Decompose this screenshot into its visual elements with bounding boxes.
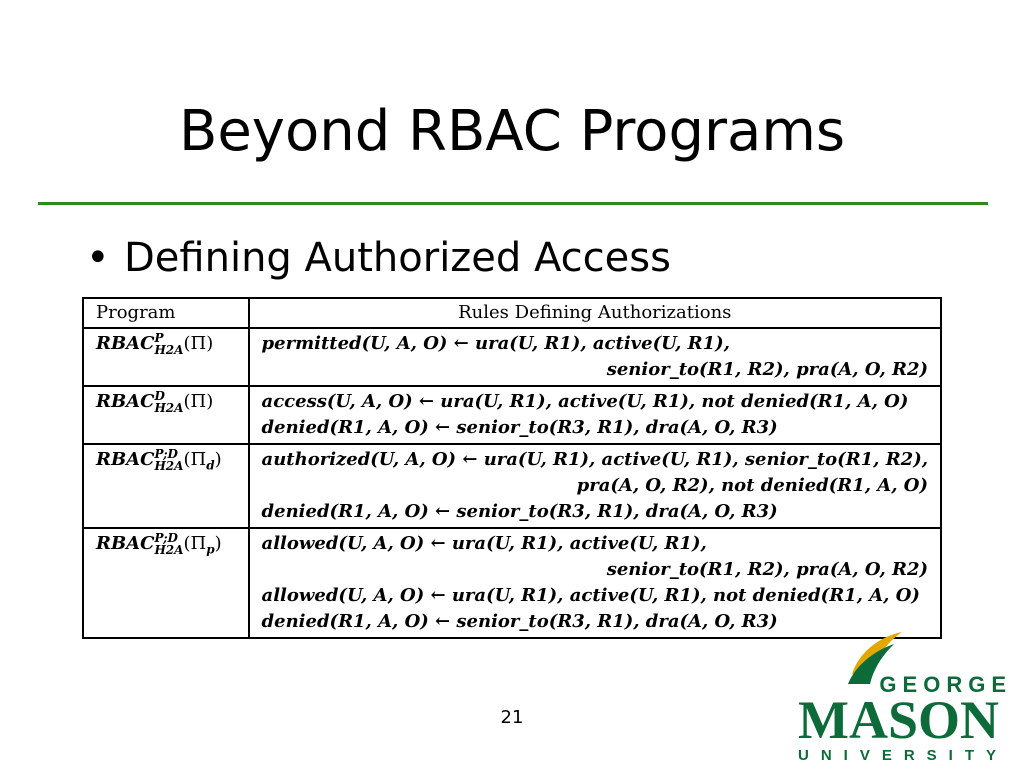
program-superscript: P xyxy=(154,331,164,345)
program-cell xyxy=(83,444,249,528)
bullet-dot-icon: • xyxy=(86,235,110,281)
rule-line: senior_to(R1, R2), pra(A, O, R2) xyxy=(606,359,928,380)
program-name: RBAC xyxy=(96,533,155,554)
bullet-text: Defining Authorized Access xyxy=(124,235,671,281)
program-subscript: H2A xyxy=(154,459,184,473)
page-number: 21 xyxy=(500,707,524,728)
program-name: RBAC xyxy=(96,333,155,354)
table-row xyxy=(83,444,941,528)
rule-line: access(U, A, O) ← ura(U, R1), active(U, R1), not denied(R1, A, O) xyxy=(261,391,909,412)
rule-line: authorized(U, A, O) ← ura(U, R1), active(U, R1), senior_to(R1, R2), xyxy=(261,449,928,470)
program-argument-subscript: d xyxy=(206,458,215,473)
program-argument: (Π xyxy=(183,533,207,554)
rule-line: denied(R1, A, O) ← senior_to(R3, R1), dra(A, O, R3) xyxy=(261,611,778,632)
program-name: RBAC xyxy=(96,449,155,470)
program-scripts xyxy=(154,532,183,556)
rules-cell xyxy=(249,386,941,444)
rules-cell xyxy=(249,328,941,386)
logo-mason-text: MASON xyxy=(798,690,999,750)
program-cell xyxy=(83,528,249,638)
table-header-row xyxy=(83,298,941,328)
bullet-item xyxy=(86,232,671,284)
program-cell xyxy=(83,386,249,444)
program-superscript: P;D xyxy=(154,531,178,545)
rules-cell xyxy=(249,528,941,638)
rule-line: permitted(U, A, O) ← ura(U, R1), active(U, R1), xyxy=(261,333,730,354)
program-subscript: H2A xyxy=(154,543,184,557)
program-cell xyxy=(83,328,249,386)
authorization-rules-table xyxy=(82,297,942,639)
program-argument: (Π) xyxy=(183,333,214,354)
program-scripts xyxy=(154,390,183,414)
program-argument: (Π) xyxy=(183,391,214,412)
rule-line: allowed(U, A, O) ← ura(U, R1), active(U, R1), not denied(R1, A, O) xyxy=(261,585,920,606)
program-argument-subscript: p xyxy=(206,542,215,557)
program-subscript: H2A xyxy=(154,401,184,415)
program-superscript: D xyxy=(154,389,165,403)
table-row xyxy=(83,528,941,638)
rule-line: denied(R1, A, O) ← senior_to(R3, R1), dra(A, O, R3) xyxy=(261,417,778,438)
table-body xyxy=(83,328,941,638)
rule-line: pra(A, O, R2), not denied(R1, A, O) xyxy=(576,475,928,496)
program-argument-close: ) xyxy=(214,449,222,470)
program-scripts xyxy=(154,448,183,472)
logo-george-text: GEORGE xyxy=(879,672,1012,697)
program-scripts xyxy=(154,332,183,356)
rule-line: denied(R1, A, O) ← senior_to(R3, R1), dra(A, O, R3) xyxy=(261,501,778,522)
program-argument: (Π xyxy=(183,449,207,470)
program-argument-close: ) xyxy=(214,533,222,554)
program-subscript: H2A xyxy=(154,343,184,357)
title-divider xyxy=(38,202,988,205)
table-row xyxy=(83,386,941,444)
rule-line: senior_to(R1, R2), pra(A, O, R2) xyxy=(606,559,928,580)
program-name: RBAC xyxy=(96,391,155,412)
logo-university-text: UNIVERSITY xyxy=(798,747,1009,764)
table-row xyxy=(83,328,941,386)
slide-title: Beyond RBAC Programs xyxy=(178,99,846,164)
header-program: Program xyxy=(83,298,249,328)
rules-cell xyxy=(249,444,941,528)
gmu-logo xyxy=(790,628,1016,764)
program-superscript: P;D xyxy=(154,447,178,461)
header-rules: Rules Defining Authorizations xyxy=(249,298,941,328)
rule-line: allowed(U, A, O) ← ura(U, R1), active(U, R1), xyxy=(261,533,707,554)
